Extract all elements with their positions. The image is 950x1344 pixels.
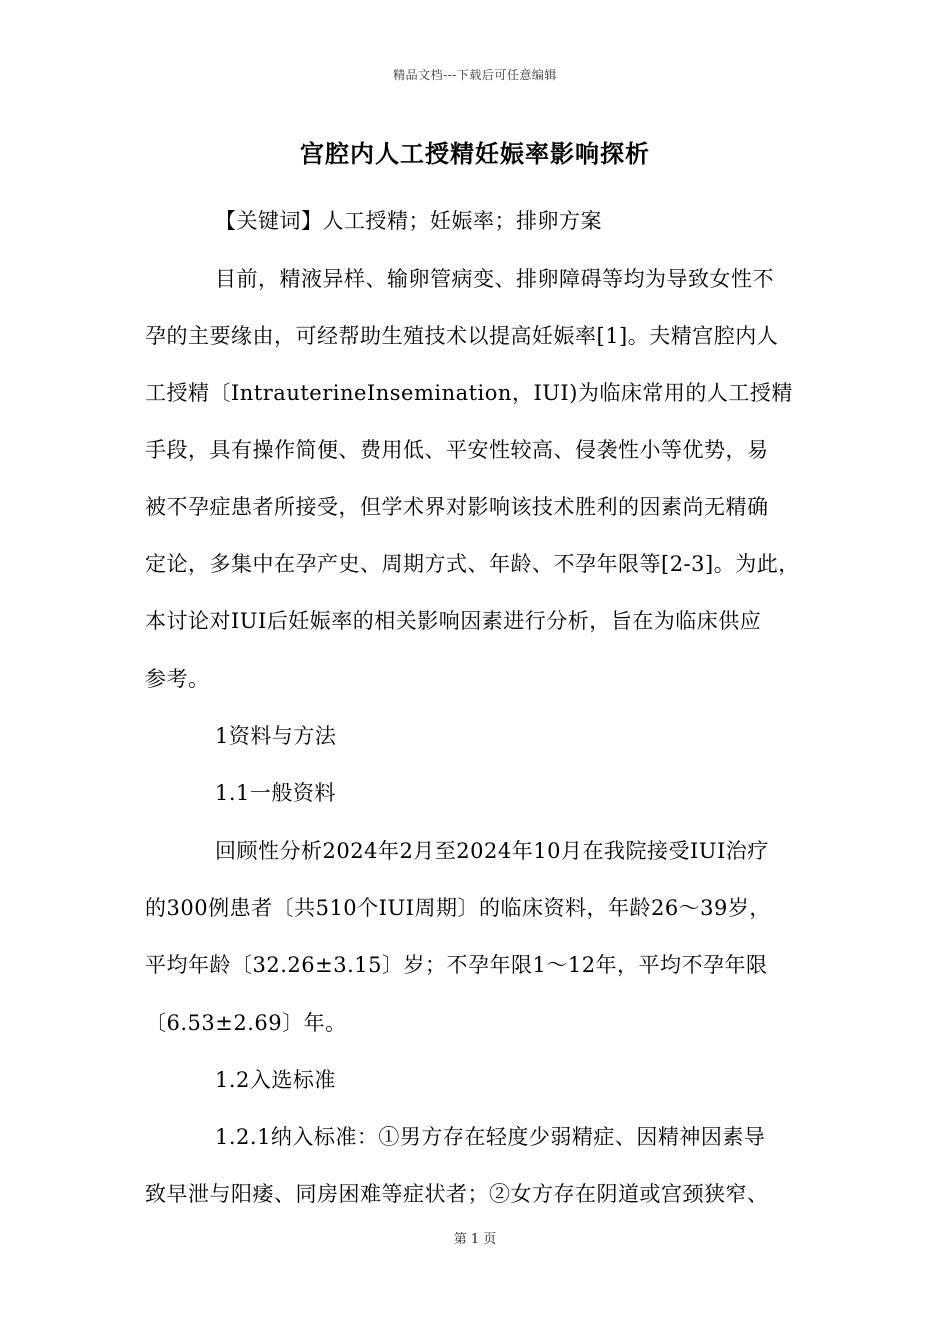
- paragraph-line: 参考。: [145, 667, 210, 691]
- subsection-heading: 1.2入选标准: [215, 1068, 336, 1092]
- page-number: 第 1 页: [453, 1232, 497, 1247]
- paragraph-line: 手段，具有操作简便、费用低、平安性较高、侵袭性小等优势，易: [145, 438, 769, 462]
- paragraph-line: 本讨论对IUI后妊娠率的相关影响因素进行分析，旨在为临床供应: [145, 609, 762, 633]
- paragraph-line: 回顾性分析2024年2月至2024年10月在我院接受IUI治疗: [215, 839, 769, 863]
- subsection-heading: 1.1一般资料: [215, 781, 336, 805]
- document-title: 宫腔内人工授精妊娠率影响探析: [300, 139, 650, 168]
- paragraph-line: 被不孕症患者所接受，但学术界对影响该技术胜利的因素尚无精确: [145, 495, 769, 519]
- paragraph-line: 致早泄与阳痿、同房困难等症状者；②女方存在阴道或宫颈狭窄、: [145, 1182, 769, 1206]
- keywords-line: 【关键词】人工授精；妊娠率；排卵方案: [215, 209, 602, 233]
- paragraph-line: 工授精〔IntrauterineInsemination，IUI)为临床常用的人工授精: [145, 381, 793, 405]
- section-heading: 1资料与方法: [215, 724, 337, 748]
- paragraph-line: 孕的主要缘由，可经帮助生殖技术以提高妊娠率[1]。夫精宫腔内人: [145, 324, 779, 348]
- paragraph-line: 〔6.53±2.69〕年。: [145, 1011, 347, 1035]
- page-header: 精品文档---下载后可任意编辑: [393, 68, 557, 82]
- paragraph-line: 目前，精液异样、输卵管病变、排卵障碍等均为导致女性不: [215, 267, 774, 291]
- paragraph-line: 1.2.1纳入标准：①男方存在轻度少弱精症、因精神因素导: [215, 1125, 766, 1149]
- paragraph-line: 平均年龄〔32.26±3.15〕岁；不孕年限1～12年，平均不孕年限: [145, 953, 768, 977]
- paragraph-line: 的300例患者〔共510个IUI周期〕的临床资料，年龄26～39岁，: [145, 896, 771, 920]
- paragraph-line: 定论，多集中在孕产史、周期方式、年龄、不孕年限等[2-3]。为此，: [145, 552, 800, 576]
